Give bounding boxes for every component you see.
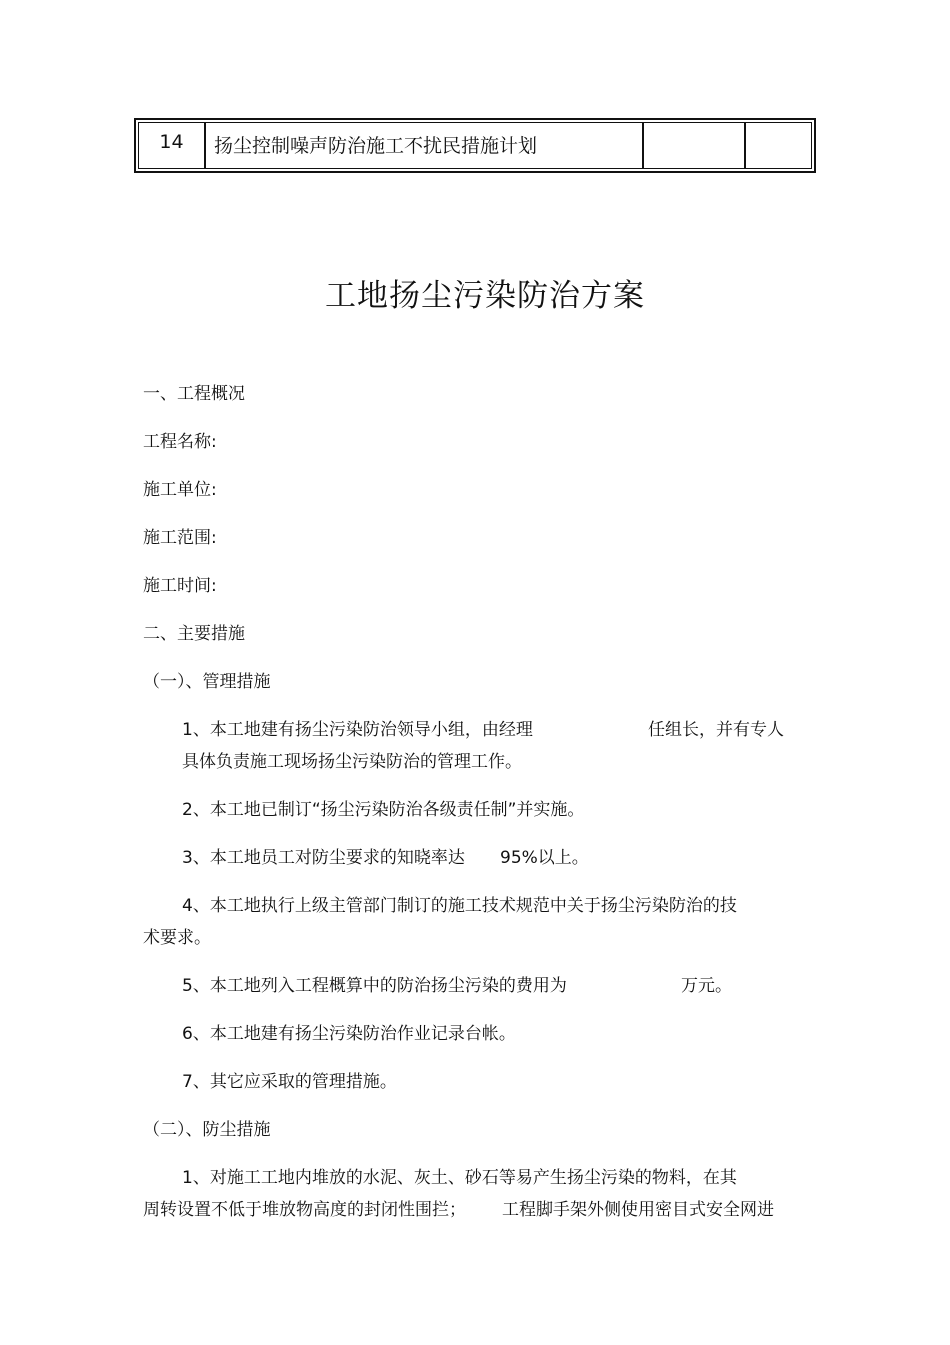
measure-3-part-b: 95%以上。 [500, 848, 589, 868]
toc-table [134, 118, 816, 173]
measure-1-part-a: 1、本工地建有扬尘污染防治领导小组，由经理 [182, 720, 533, 740]
section-2-heading: 二、主要措施 [143, 624, 245, 644]
measure-2: 2、本工地已制订“扬尘污染防治各级责任制”并实施。 [182, 800, 585, 820]
measure-5-part-b: 万元。 [681, 976, 732, 996]
project-name-label: 工程名称: [143, 432, 217, 452]
toc-col4 [746, 123, 811, 168]
measure-1-part-b: 任组长，并有专人 [648, 720, 784, 740]
measure-3-part-a: 3、本工地员工对防尘要求的知晓率达 [182, 848, 465, 868]
toc-number: 14 [139, 123, 206, 168]
measure-4-part-b: 术要求。 [143, 928, 211, 948]
toc-title: 扬尘控制噪声防治施工不扰民措施计划 [206, 123, 644, 168]
toc-col3 [644, 123, 746, 168]
dust-measure-1-part-a: 1、对施工工地内堆放的水泥、灰土、砂石等易产生扬尘污染的物料，在其 [182, 1168, 737, 1188]
measure-6: 6、本工地建有扬尘污染防治作业记录台帐。 [182, 1024, 516, 1044]
measure-7: 7、其它应采取的管理措施。 [182, 1072, 397, 1092]
document-title: 工地扬尘污染防治方案 [325, 278, 645, 314]
toc-row [138, 122, 812, 169]
section-1-heading: 一、工程概况 [143, 384, 245, 404]
measure-4-part-a: 4、本工地执行上级主管部门制订的施工技术规范中关于扬尘污染防治的技 [182, 896, 737, 916]
measure-1-part-c: 具体负责施工现场扬尘污染防治的管理工作。 [182, 752, 522, 772]
subsection-dust-heading: （二）、防尘措施 [143, 1120, 271, 1140]
subsection-management-heading: （一）、管理措施 [143, 672, 271, 692]
construction-time-label: 施工时间: [143, 576, 217, 596]
construction-unit-label: 施工单位: [143, 480, 217, 500]
dust-measure-1-part-c: 工程脚手架外侧使用密目式安全网进 [502, 1200, 774, 1220]
construction-scope-label: 施工范围: [143, 528, 217, 548]
dust-measure-1-part-b: 周转设置不低于堆放物高度的封闭性围拦； [143, 1200, 466, 1220]
measure-5-part-a: 5、本工地列入工程概算中的防治扬尘污染的费用为 [182, 976, 567, 996]
